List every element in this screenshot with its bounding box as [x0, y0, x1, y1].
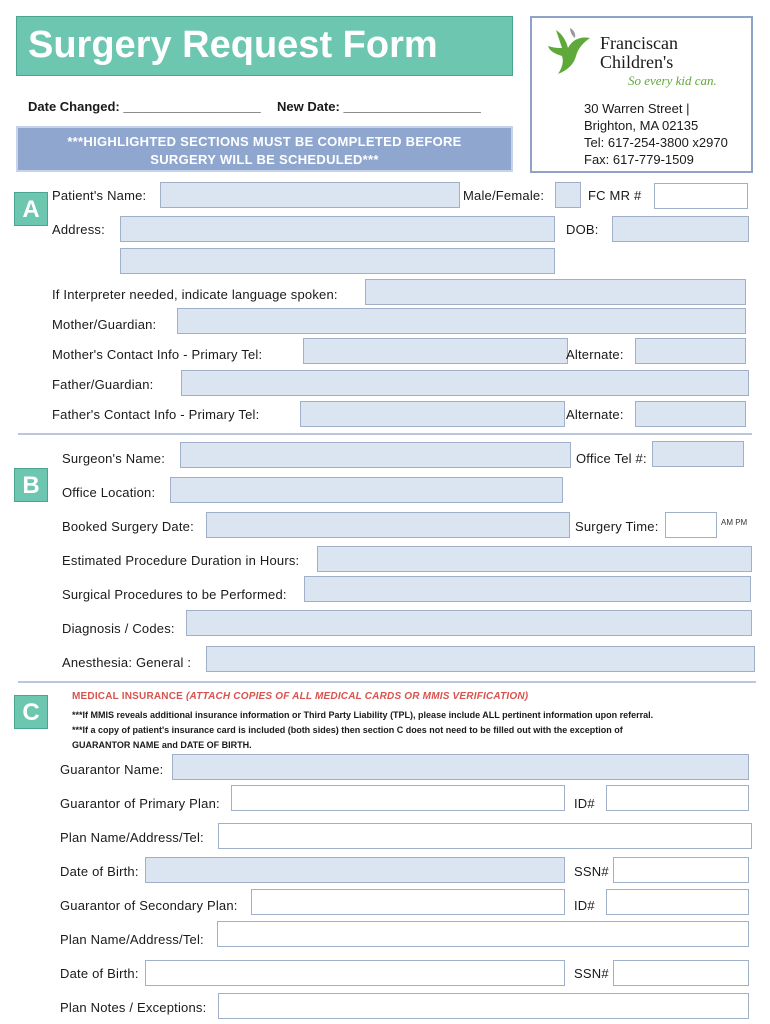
- procedures-field[interactable]: [304, 576, 751, 602]
- mother-guardian-field[interactable]: [177, 308, 746, 334]
- booked-date-label: Booked Surgery Date:: [62, 519, 194, 534]
- section-a-letter: A: [14, 192, 48, 226]
- guarantor-secondary-label: Guarantor of Secondary Plan:: [60, 898, 238, 913]
- secondary-plan-name-field[interactable]: [217, 921, 749, 947]
- dob-field[interactable]: [612, 216, 749, 242]
- primary-id-label: ID#: [574, 796, 595, 811]
- new-date-label: New Date: ___________________: [277, 99, 481, 114]
- office-location-field[interactable]: [170, 477, 563, 503]
- primary-ssn-field[interactable]: [613, 857, 749, 883]
- plan-notes-label: Plan Notes / Exceptions:: [60, 1000, 207, 1015]
- page-title: Surgery Request Form: [28, 24, 438, 66]
- secondary-plan-name-label: Plan Name/Address/Tel:: [60, 932, 204, 947]
- secondary-ssn-field[interactable]: [613, 960, 749, 986]
- father-contact-label: Father's Contact Info - Primary Tel:: [52, 407, 260, 422]
- procedures-label: Surgical Procedures to be Performed:: [62, 587, 287, 602]
- office-tel-field[interactable]: [652, 441, 744, 467]
- patient-name-label: Patient's Name:: [52, 188, 147, 203]
- section-c-letter: C: [14, 695, 48, 729]
- section-divider-b-c: [18, 681, 756, 683]
- father-alternate-tel-field[interactable]: [635, 401, 746, 427]
- male-female-label: Male/Female:: [463, 188, 545, 203]
- guarantor-primary-field[interactable]: [231, 785, 565, 811]
- dove-logo-icon: [546, 24, 596, 76]
- guarantor-primary-label: Guarantor of Primary Plan:: [60, 796, 220, 811]
- logo-tagline: So every kid can.: [628, 73, 717, 88]
- logo-name-line-2: Children's: [600, 52, 674, 72]
- primary-id-field[interactable]: [606, 785, 749, 811]
- insurance-note-2: ***If a copy of patient's insurance card is included (both sides) then section C does not need to be filled out with the exception of: [72, 725, 623, 735]
- office-tel-label: Office Tel #:: [576, 451, 647, 466]
- mother-alternate-tel-field[interactable]: [635, 338, 746, 364]
- date-changed-label: Date Changed: ___________________: [28, 99, 261, 114]
- secondary-id-label: ID#: [574, 898, 595, 913]
- section-divider-a-b: [18, 433, 752, 435]
- plan-notes-field[interactable]: [218, 993, 749, 1019]
- fc-mr-field[interactable]: [654, 183, 748, 209]
- primary-dob-field[interactable]: [145, 857, 565, 883]
- primary-ssn-label: SSN#: [574, 864, 609, 879]
- primary-plan-name-label: Plan Name/Address/Tel:: [60, 830, 204, 845]
- address-fax: Fax: 617-779-1509: [584, 152, 694, 167]
- am-pm-label: AM PM: [721, 518, 748, 527]
- duration-label: Estimated Procedure Duration in Hours:: [62, 553, 300, 568]
- mother-guardian-label: Mother/Guardian:: [52, 317, 157, 332]
- notice-line-1: ***HIGHLIGHTED SECTIONS MUST BE COMPLETED BEFORE: [67, 134, 462, 149]
- surgeon-name-label: Surgeon's Name:: [62, 451, 166, 466]
- guarantor-name-label: Guarantor Name:: [60, 762, 164, 777]
- anesthesia-field[interactable]: [206, 646, 755, 672]
- secondary-dob-field[interactable]: [145, 960, 565, 986]
- address-line-1: 30 Warren Street |: [584, 101, 690, 116]
- father-guardian-label: Father/Guardian:: [52, 377, 154, 392]
- father-primary-tel-field[interactable]: [300, 401, 565, 427]
- insurance-title-main: MEDICAL INSURANCE: [72, 691, 183, 702]
- father-alternate-label: Alternate:: [566, 407, 624, 422]
- patient-name-field[interactable]: [160, 182, 460, 208]
- insurance-note-3: GUARANTOR NAME and DATE OF BIRTH.: [72, 740, 252, 750]
- secondary-id-field[interactable]: [606, 889, 749, 915]
- insurance-title: [72, 691, 528, 702]
- guarantor-secondary-field[interactable]: [251, 889, 565, 915]
- address-tel: Tel: 617-254-3800 x2970: [584, 135, 728, 150]
- secondary-ssn-label: SSN#: [574, 966, 609, 981]
- surgeon-name-field[interactable]: [180, 442, 571, 468]
- address-line-2: Brighton, MA 02135: [584, 118, 699, 133]
- primary-plan-name-field[interactable]: [218, 823, 752, 849]
- address-label: Address:: [52, 222, 105, 237]
- primary-dob-label: Date of Birth:: [60, 864, 139, 879]
- booked-date-field[interactable]: [206, 512, 570, 538]
- insurance-note-1: ***If MMIS reveals additional insurance information or Third Party Liability (TPL), please include ALL pertinent information upon referral.: [72, 710, 654, 720]
- surgery-time-field[interactable]: [665, 512, 717, 538]
- diagnosis-field[interactable]: [186, 610, 752, 636]
- fc-mr-label: FC MR #: [588, 188, 642, 203]
- diagnosis-label: Diagnosis / Codes:: [62, 621, 175, 636]
- notice-line-2: SURGERY WILL BE SCHEDULED***: [150, 152, 379, 167]
- insurance-title-note: (ATTACH COPIES OF ALL MEDICAL CARDS OR MMIS VERIFICATION): [185, 691, 529, 702]
- mother-alternate-label: Alternate:: [566, 347, 624, 362]
- office-location-label: Office Location:: [62, 485, 156, 500]
- anesthesia-label: Anesthesia: General :: [62, 655, 192, 670]
- mother-contact-label: Mother's Contact Info - Primary Tel:: [52, 347, 263, 362]
- address-field-line-1[interactable]: [120, 216, 555, 242]
- address-field-line-2[interactable]: [120, 248, 555, 274]
- logo-name-line-1: Franciscan: [600, 33, 678, 53]
- mother-primary-tel-field[interactable]: [303, 338, 568, 364]
- required-notice: [16, 126, 513, 172]
- section-b-letter: B: [14, 468, 48, 502]
- father-guardian-field[interactable]: [181, 370, 749, 396]
- interpreter-label: If Interpreter needed, indicate language spoken:: [52, 287, 338, 302]
- interpreter-language-field[interactable]: [365, 279, 746, 305]
- guarantor-name-field[interactable]: [172, 754, 749, 780]
- secondary-dob-label: Date of Birth:: [60, 966, 139, 981]
- duration-field[interactable]: [317, 546, 752, 572]
- surgery-time-label: Surgery Time:: [575, 519, 659, 534]
- dob-label: DOB:: [566, 222, 599, 237]
- male-female-field[interactable]: [555, 182, 581, 208]
